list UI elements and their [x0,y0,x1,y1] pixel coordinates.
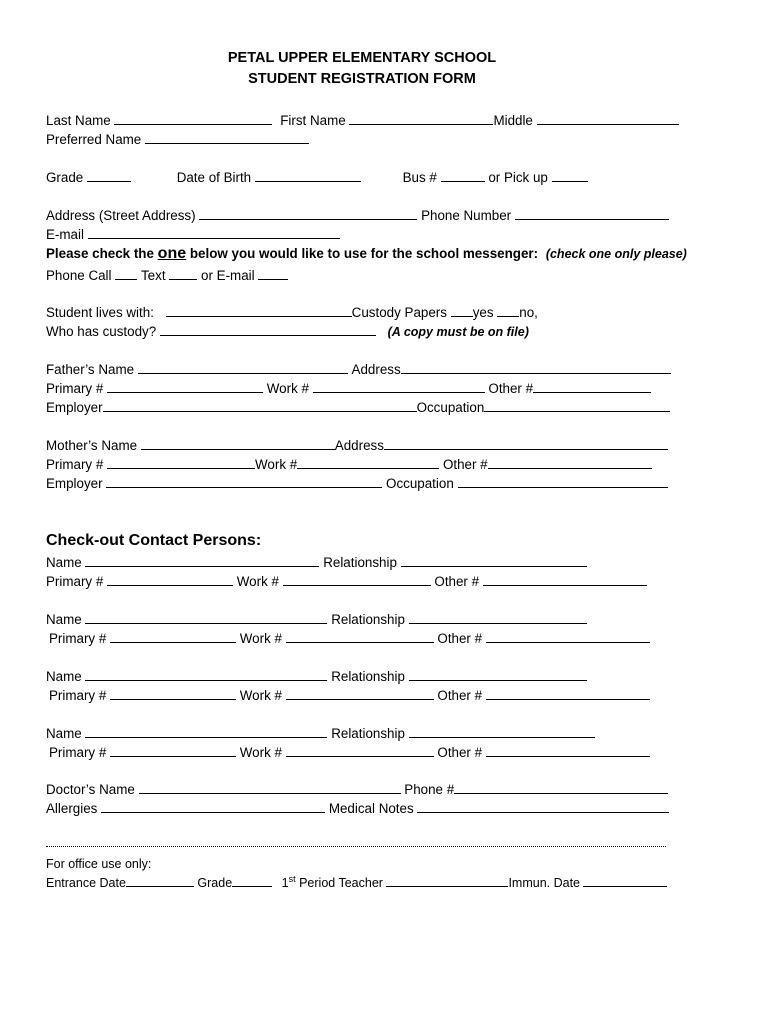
medical-notes-label: Medical Notes [328,801,414,816]
immun-date-field[interactable] [583,873,667,887]
contact-2-phone-row [49,629,650,647]
mother-other-field[interactable] [488,455,652,469]
email-option-label: or E-mail [201,268,255,283]
contact-3-relationship-field[interactable] [409,667,587,681]
contact-2-primary-field[interactable] [110,629,236,643]
phone-field[interactable] [515,206,669,220]
contact-4-other-field[interactable] [486,743,650,757]
middle-label: Middle [493,113,533,128]
father-employer-row [46,398,670,416]
custody-yes-label: yes [472,305,494,320]
contact-3-name-label: Name [46,669,82,684]
father-address-field[interactable] [401,360,671,374]
contact-4-name-label: Name [46,726,82,741]
contact-2-name-row [46,610,587,628]
custody-note: (A copy must be on file) [387,325,529,339]
messenger-prompt-a: Please check the [46,246,154,261]
preferred-name-label: Preferred Name [46,132,142,147]
mother-phone-row [46,455,652,473]
contact-3-relationship-label: Relationship [331,669,405,684]
messenger-prompt-b: below you would like to use for the school messenger: [189,246,539,261]
email-check[interactable] [258,266,288,280]
mother-address-label: Address [334,438,384,453]
office-divider [46,846,666,847]
father-employer-label: Employer [46,400,103,415]
messenger-prompt-one: one [157,245,187,262]
allergies-field[interactable] [101,799,325,813]
office-row [46,873,667,892]
custody-papers-label: Custody Papers [351,305,447,320]
mother-occupation-field[interactable] [458,474,668,488]
last-name-label: Last Name [46,113,111,128]
entrance-date-label: Entrance Date [46,876,126,890]
contact-4-relationship-field[interactable] [409,724,595,738]
custody-no-check[interactable] [497,303,519,317]
mother-name-field[interactable] [141,436,335,450]
mother-address-field[interactable] [384,436,668,450]
contact-1-other-field[interactable] [483,572,647,586]
doctor-label: Doctor’s Name [46,782,135,797]
first-name-label: First Name [280,113,346,128]
contact-3-name-row [46,667,587,685]
address-field[interactable] [199,206,417,220]
contact-1-primary-label: Primary # [46,574,104,589]
father-primary-label: Primary # [46,381,104,396]
contact-4-work-label: Work # [239,745,282,760]
checkout-heading: Check-out Contact Persons: [46,532,262,549]
doctor-phone-field[interactable] [454,780,668,794]
doctor-row [46,780,668,798]
first-period-label: 1st Period Teacher [281,873,383,890]
contact-3-other-label: Other # [437,688,483,703]
mother-employer-row [46,474,668,492]
email-field[interactable] [88,225,340,239]
grade-field[interactable] [87,168,131,182]
mother-employer-field[interactable] [106,474,382,488]
mother-name-row [46,436,668,454]
who-custody-field[interactable] [160,322,376,336]
contact-3-primary-label: Primary # [49,688,107,703]
father-name-row [46,360,671,378]
contact-1-name-row [46,553,587,571]
office-label: For office use only: [46,857,152,871]
contact-4-name-field[interactable] [85,724,327,738]
phone-call-check[interactable] [115,266,137,280]
father-work-label: Work # [266,381,309,396]
email-row [46,225,340,243]
contact-4-relationship-label: Relationship [331,726,405,741]
contact-3-other-field[interactable] [486,686,650,700]
address-label: Address (Street Address) [46,208,196,223]
father-occupation-field[interactable] [484,398,670,412]
teacher-field[interactable] [386,873,508,887]
messenger-prompt [46,245,687,263]
medical-notes-field[interactable] [417,799,669,813]
contact-3-work-label: Work # [239,688,282,703]
lives-with-row [46,303,538,321]
immun-date-label: Immun. Date [508,876,580,890]
contact-1-relationship-label: Relationship [323,555,397,570]
first-name-field[interactable] [349,111,493,125]
bus-label: Bus # [402,170,437,185]
contact-4-primary-label: Primary # [49,745,107,760]
mother-occupation-label: Occupation [386,476,454,491]
who-custody-label: Who has custody? [46,324,157,339]
mother-primary-label: Primary # [46,457,104,472]
father-employer-field[interactable] [103,398,417,412]
lives-with-label: Student lives with: [46,305,154,320]
contact-1-work-label: Work # [236,574,279,589]
entrance-date-field[interactable] [126,873,194,887]
contact-4-other-label: Other # [437,745,483,760]
contact-2-relationship-field[interactable] [409,610,587,624]
middle-name-field[interactable] [537,111,679,125]
office-grade-field[interactable] [232,873,272,887]
text-check[interactable] [169,266,197,280]
contact-2-primary-label: Primary # [49,631,107,646]
contact-4-phone-row [49,743,650,761]
contact-2-other-field[interactable] [486,629,650,643]
custody-yes-check[interactable] [451,303,473,317]
email-label: E-mail [46,227,84,242]
preferred-row [46,130,309,148]
contact-1-work-field[interactable] [283,572,431,586]
contact-3-work-field[interactable] [286,686,434,700]
father-name-field[interactable] [138,360,348,374]
contact-3-name-field[interactable] [85,667,327,681]
contact-3-primary-field[interactable] [110,686,236,700]
father-other-label: Other # [488,381,534,396]
grade-row [46,168,588,186]
custody-no-label: no, [519,305,538,320]
father-address-label: Address [351,362,401,377]
allergies-label: Allergies [46,801,98,816]
contact-2-other-label: Other # [437,631,483,646]
contact-2-work-label: Work # [239,631,282,646]
doctor-phone-label: Phone # [404,782,455,797]
father-occupation-label: Occupation [416,400,485,415]
contact-3-phone-row [49,686,650,704]
text-label: Text [140,268,166,283]
contact-1-phone-row [46,572,647,590]
form-title: STUDENT REGISTRATION FORM [248,71,476,87]
contact-1-relationship-field[interactable] [401,553,587,567]
preferred-name-field[interactable] [145,130,309,144]
mother-work-field[interactable] [297,455,439,469]
contact-4-name-row [46,724,595,742]
school-name: PETAL UPPER ELEMENTARY SCHOOL [227,50,497,66]
father-work-field[interactable] [313,379,485,393]
mother-other-label: Other # [442,457,488,472]
phone-call-label: Phone Call [46,268,112,283]
mother-employer-label: Employer [46,476,103,491]
contact-1-primary-field[interactable] [107,572,233,586]
doctor-field[interactable] [139,780,401,794]
contact-4-primary-field[interactable] [110,743,236,757]
mother-name-label: Mother’s Name [46,438,138,453]
phone-label: Phone Number [421,208,512,223]
address-row [46,206,669,224]
grade-label: Grade [46,170,84,185]
dob-field[interactable] [255,168,361,182]
father-primary-field[interactable] [107,379,263,393]
messenger-options [46,266,288,284]
contact-2-relationship-label: Relationship [331,612,405,627]
last-name-field[interactable] [114,111,272,125]
contact-1-other-label: Other # [434,574,480,589]
contact-2-work-field[interactable] [286,629,434,643]
who-custody-row [46,322,529,341]
father-name-label: Father’s Name [46,362,135,377]
pickup-field[interactable] [552,168,588,182]
contact-1-name-field[interactable] [85,553,319,567]
dob-label: Date of Birth [176,170,252,185]
lives-with-field[interactable] [166,303,352,317]
contact-2-name-label: Name [46,612,82,627]
mother-primary-field[interactable] [107,455,255,469]
office-grade-label: Grade [197,876,233,890]
bus-field[interactable] [441,168,485,182]
father-phone-row [46,379,651,397]
messenger-note: (check one only please) [545,247,687,261]
contact-2-name-field[interactable] [85,610,327,624]
allergies-row [46,799,669,817]
pickup-label: or Pick up [488,170,548,185]
contact-1-name-label: Name [46,555,82,570]
father-other-field[interactable] [533,379,651,393]
contact-4-work-field[interactable] [286,743,434,757]
name-row [46,111,679,129]
mother-work-label: Work # [255,457,298,472]
